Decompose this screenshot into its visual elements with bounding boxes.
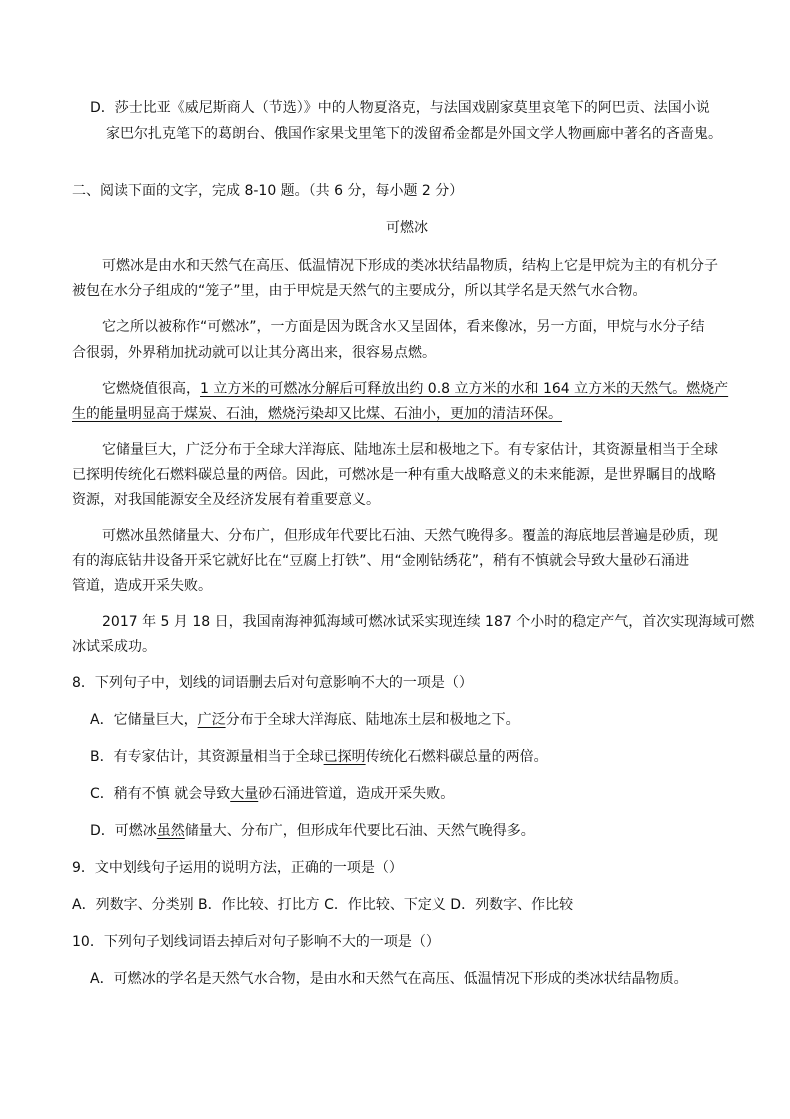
question-8-stem: 8．下列句子中，划线的词语删去后对句意影响不大的一项是（）	[72, 675, 473, 691]
option-c-rest: 砂石涌进管道，造成开采失败。	[258, 786, 455, 802]
prev-option-d-line2: 家巴尔扎克笔下的葛朗台、俄国作家果戈里笔下的泼留希金都是外国文学人物画廊中著名的吝啬鬼。	[106, 126, 722, 142]
option-d-text: D．可燃冰	[90, 823, 157, 839]
option-a-text: A．它储量巨大，	[90, 712, 198, 728]
paragraph-1-line2: 被包在水分子组成的“笼子”里，由于甲烷是天然气的主要成分，所以其学名是天然气水合物。	[72, 283, 647, 299]
option-a-rest: 分布于全球大洋海底、陆地冻土层和极地之下。	[225, 712, 520, 728]
option-a-underlined: 广泛	[197, 712, 226, 728]
option-c-text: C．稍有不慎 就会导致	[90, 786, 231, 802]
option-d-underlined: 虽然	[156, 823, 185, 839]
paragraph-4-line2: 已探明传统化石燃料碳总量的两倍。因此，可燃冰是一种有重大战略意义的未来能源，是世界瞩目的战略	[72, 467, 716, 483]
question-9-options: A．列数字、分类别 B．作比较、打比方 C．作比较、下定义 D．列数字、作比较	[72, 897, 574, 913]
underlined-sentence-part1: 1 立方米的可燃冰分解后可释放出约 0.8 立方米的水和 164 立方米的天然气。燃烧产	[200, 381, 729, 397]
question-10-stem: 10．下列句子划线词语去掉后对句子影响不大的一项是（）	[72, 934, 440, 950]
prev-option-d-line1: D．莎士比亚《威尼斯商人（节选）》中的人物夏洛克，与法国戏剧家莫里哀笔下的阿巴贡、法国小说	[90, 100, 710, 116]
paragraph-6-line1: 2017 年 5 月 18 日，我国南海神狐海域可燃冰试采实现连续 187 个小时的稳定产气，首次实现海域可燃	[102, 614, 755, 630]
question-8-option-b	[90, 748, 548, 766]
paragraph-3-line1	[102, 380, 728, 398]
option-b-underlined: 已探明	[323, 749, 366, 765]
paragraph-5-line1: 可燃冰虽然储量大、分布广，但形成年代要比石油、天然气晚得多。覆盖的海底地层普遍是砂质，现	[102, 528, 718, 544]
paragraph-3-lead: 它燃烧值很高，	[102, 381, 200, 397]
question-8-option-d	[90, 822, 535, 840]
paragraph-6-line2: 冰试采成功。	[72, 639, 156, 655]
paragraph-2-line1: 它之所以被称作“可燃冰”，一方面是因为既含水又呈固体，看来像冰，另一方面，甲烷与水分子结	[102, 319, 705, 335]
paragraph-2-line2: 合很弱，外界稍加扰动就可以让其分离出来，很容易点燃。	[72, 345, 436, 361]
option-b-text: B．有专家估计，其资源量相当于全球	[90, 749, 324, 765]
question-8-option-c	[90, 785, 454, 803]
paragraph-4-line3: 资源，对我国能源安全及经济发展有着重要意义。	[72, 492, 380, 508]
question-9-stem: 9．文中划线句子运用的说明方法，正确的一项是（）	[72, 860, 403, 876]
option-b-rest: 传统化石燃料碳总量的两倍。	[365, 749, 548, 765]
question-8-option-a	[90, 711, 520, 729]
paragraph-1-line1: 可燃冰是由水和天然气在高压、低温情况下形成的类冰状结晶物质，结构上它是甲烷为主的有机分子	[102, 258, 718, 274]
option-c-underlined: 大量	[230, 786, 259, 802]
article-title: 可燃冰	[386, 220, 428, 236]
section-heading: 二、阅读下面的文字，完成 8-10 题。（共 6 分，每小题 2 分）	[72, 183, 464, 199]
paragraph-4-line1: 它储量巨大，广泛分布于全球大洋海底、陆地冻土层和极地之下。有专家估计，其资源量相当于全球	[102, 442, 718, 458]
underlined-sentence-part2: 生的能量明显高于煤炭、石油，燃烧污染却又比煤、石油小，更加的清洁环保。	[72, 406, 562, 422]
paragraph-5-line3: 管道，造成开采失败。	[72, 578, 212, 594]
question-10-option-a: A．可燃冰的学名是天然气水合物，是由水和天然气在高压、低温情况下形成的类冰状结晶物质。	[90, 971, 688, 987]
paragraph-5-line2: 有的海底钻井设备开采它就好比在“豆腐上打铁”、用“金刚钻绣花”，稍有不慎就会导致大量砂石涌进	[72, 553, 690, 569]
option-d-rest: 储量大、分布广，但形成年代要比石油、天然气晚得多。	[184, 823, 535, 839]
